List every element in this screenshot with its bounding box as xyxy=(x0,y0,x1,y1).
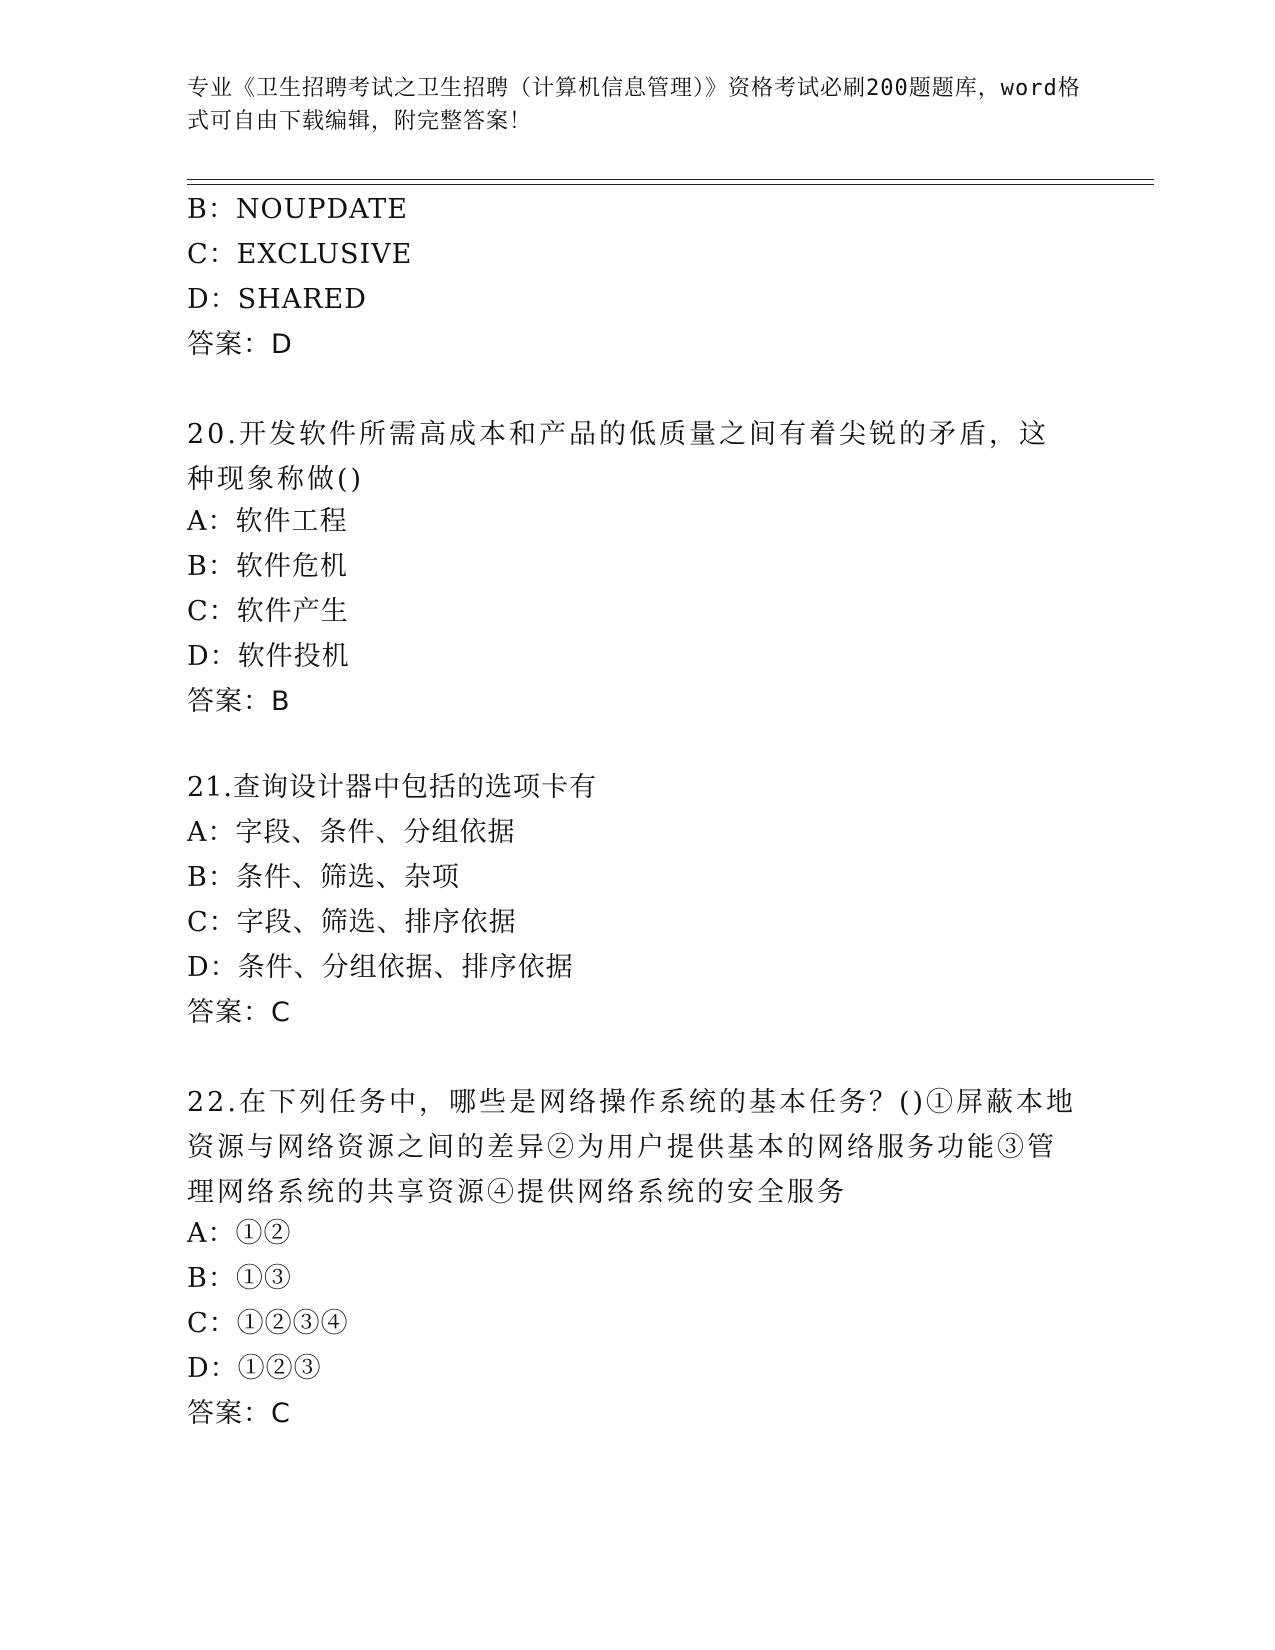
q22-option-c: C：①②③④ xyxy=(187,1308,349,1339)
q19-answer: 答案：D xyxy=(187,329,293,360)
document-header: 专业《卫生招聘考试之卫生招聘（计算机信息管理）》资格考试必刷200题题库，word格式可自由下载编辑，附完整答案！ xyxy=(187,76,1081,134)
q22-option-d: D：①②③ xyxy=(187,1353,322,1384)
q22-option-a: A：①② xyxy=(187,1218,292,1249)
q20-question: 20.开发软件所需高成本和产品的低质量之间有着尖锐的矛盾，这种现象称做() xyxy=(187,419,1049,495)
q20-answer: 答案：B xyxy=(187,686,291,717)
q21-option-d: D：条件、分组依据、排序依据 xyxy=(187,952,574,983)
q19-option-d: D：SHARED xyxy=(187,284,367,315)
q22-question: 22.在下列任务中，哪些是网络操作系统的基本任务？()①屏蔽本地资源与网络资源之间的差异②为用户提供基本的网络服务功能③管理网络系统的共享资源④提供网络系统的安全服务 xyxy=(187,1087,1077,1208)
q21-option-b: B：条件、筛选、杂项 xyxy=(187,862,460,893)
header-divider-top xyxy=(187,179,1154,180)
q21-option-c: C：字段、筛选、排序依据 xyxy=(187,907,517,938)
q21-option-a: A：字段、条件、分组依据 xyxy=(187,817,516,848)
q20-option-b: B：软件危机 xyxy=(187,551,348,582)
q22-option-b: B：①③ xyxy=(187,1263,292,1294)
q20-option-c: C：软件产生 xyxy=(187,596,349,627)
q19-option-b: B：NOUPDATE xyxy=(187,194,408,225)
q21-answer: 答案：C xyxy=(187,997,291,1028)
q20-option-a: A：软件工程 xyxy=(187,506,348,537)
header-divider-bottom xyxy=(187,184,1154,185)
q19-option-c: C：EXCLUSIVE xyxy=(187,239,413,270)
q21-question: 21.查询设计器中包括的选项卡有 xyxy=(187,772,597,803)
q20-option-d: D：软件投机 xyxy=(187,641,350,672)
q22-answer: 答案：C xyxy=(187,1398,291,1429)
